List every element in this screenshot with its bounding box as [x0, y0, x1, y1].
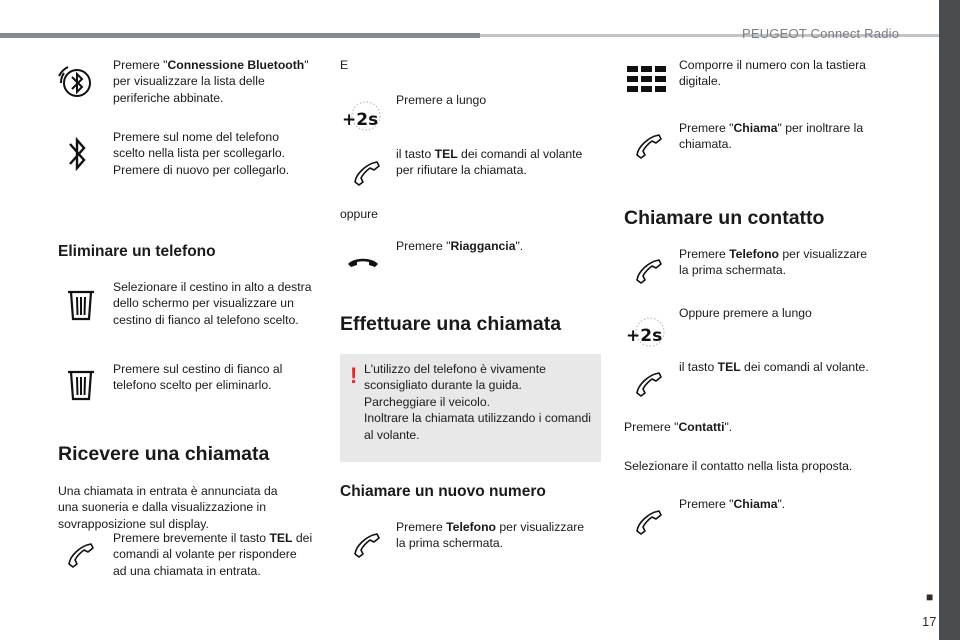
continuation-marker: ■: [926, 590, 934, 604]
svg-text:+2s: +2s: [342, 110, 379, 130]
bluetooth-search-icon: [56, 62, 98, 104]
contact-call-text: Premere "Chiama".: [679, 497, 786, 511]
phone-handset-icon: [634, 258, 664, 284]
right-sidebar: [939, 0, 960, 640]
or-text: oppure: [340, 207, 378, 221]
phone-handset-icon: [634, 509, 664, 535]
delete-phone-heading: Eliminare un telefono: [58, 243, 216, 260]
delete-step2-text: Premere sul cestino di fianco al telefono scelto per eliminarlo.: [113, 362, 283, 393]
header-title: PEUGEOT Connect Radio: [742, 26, 900, 41]
receive-step-text: Premere brevemente il tasto TEL dei comandi al volante per rispondere ad una chiamata in entrata.: [113, 531, 313, 578]
contact-tel-text: il tasto TEL dei comandi al volante.: [679, 360, 869, 374]
tel-reject-text: il tasto TEL dei comandi al volante per rifiutare la chiamata.: [396, 147, 583, 178]
contacts-text: Premere "Contatti".: [624, 420, 733, 434]
keypad-icon: [627, 66, 667, 94]
phone-handset-icon: [634, 371, 664, 397]
phone-handset-icon: [66, 542, 96, 568]
dial-text: Comporre il numero con la tastiera digitale.: [679, 58, 866, 89]
phone-handset-icon: [634, 133, 664, 159]
receive-intro-text: Una chiamata in entrata è annunciata da una suoneria e dalla visualizzazione in sovrapposizione sul display.: [58, 484, 278, 531]
bt-connect-text: Premere "Connessione Bluetooth" per visualizzare la lista delle periferiche abbinate.: [113, 58, 309, 105]
warning-icon: !: [350, 363, 358, 388]
make-call-heading: Effettuare una chiamata: [340, 313, 562, 335]
svg-text:+2s: +2s: [626, 326, 663, 346]
phone-handset-icon: [352, 160, 382, 186]
and-text: E: [340, 58, 349, 72]
phone-handset-icon: [352, 532, 382, 558]
page-number: 17: [922, 614, 937, 629]
bluetooth-icon: [64, 134, 90, 174]
contact-longpress-text: Oppure premere a lungo: [679, 306, 812, 320]
hangup-text: Premere "Riaggancia".: [396, 239, 524, 253]
contact-phone-text: Premere Telefono per visualizzare la prima schermata.: [679, 247, 868, 278]
call-send-text: Premere "Chiama" per inoltrare la chiamata.: [679, 121, 864, 152]
select-contact-text: Selezionare il contatto nella lista proposta.: [624, 459, 853, 473]
bt-name-text: Premere sul nome del telefono scelto nella lista per scollegarlo. Premere di nuovo per collegarlo.: [113, 130, 290, 177]
call-contact-heading: Chiamare un contatto: [624, 207, 825, 229]
delete-step1-text: Selezionare il cestino in alto a destra dello schermo per visualizzare un cestino di fianco al telefono scelto.: [113, 280, 312, 327]
receive-call-heading: Ricevere una chiamata: [58, 443, 270, 465]
trash-icon: [66, 289, 96, 321]
trash-icon: [66, 369, 96, 401]
long-press-2s-icon: [624, 312, 666, 352]
longpress-text: Premere a lungo: [396, 93, 487, 107]
warning-text: L'utilizzo del telefono è vivamente sconsigliato durante la guida. Parcheggiare il veicolo. Inoltrare la chiamata utilizzando i comandi al volante.: [364, 362, 591, 442]
new-number-heading: Chiamare un nuovo numero: [340, 483, 546, 500]
top-rule: [0, 33, 480, 38]
hang-up-icon: [346, 255, 380, 269]
long-press-2s-icon: [340, 96, 382, 136]
new-number-phone-text: Premere Telefono per visualizzare la prima schermata.: [396, 520, 585, 551]
